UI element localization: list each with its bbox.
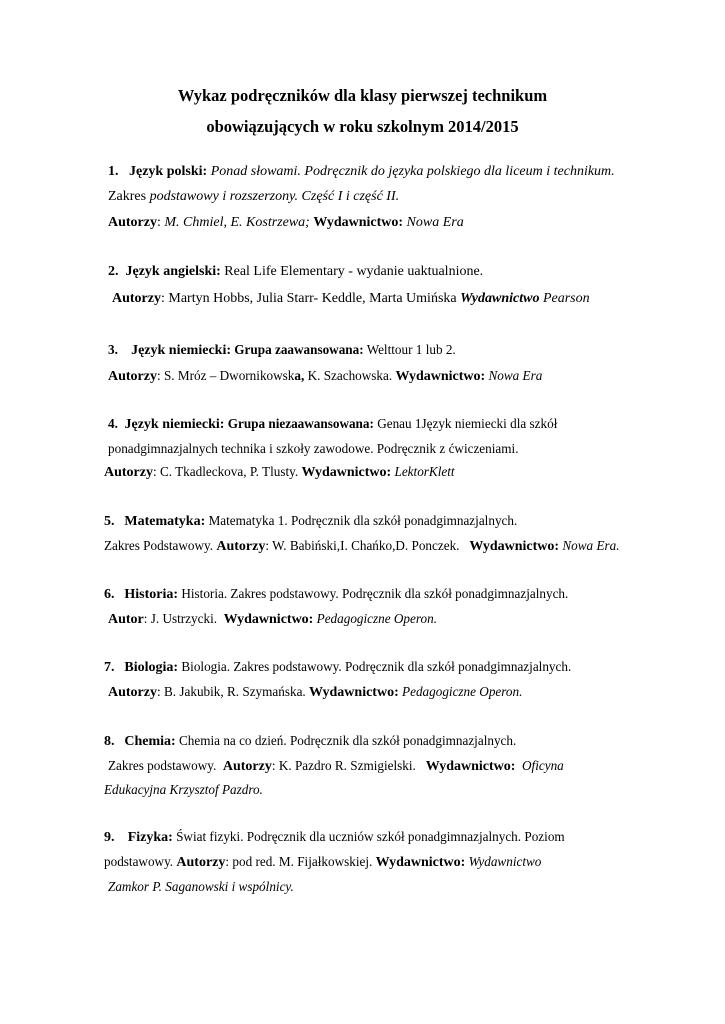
page-title-line-1: Wykaz podręczników dla klasy pierwszej technikum [177, 86, 548, 105]
item-2-authors: Martyn Hobbs, Julia Starr- Keddle, Marta Umińska [168, 291, 457, 306]
item-1-subject: Język polski: [129, 164, 208, 179]
item-4-authors-line: Autorzy: C. Tkadleckova, P. Tlusty. Wydawnictwo: LektorKlett [104, 464, 455, 480]
item-3-authors-line: Autorzy: S. Mróz – Dwornikowska, K. Szachowska. Wydawnictwo: Nowa Era [108, 368, 543, 384]
item-2-authors-label: Autorzy [112, 291, 161, 306]
item-4-authors-label: Autorzy [104, 465, 153, 480]
item-1-publisher-label: Wydawnictwo: [313, 215, 404, 230]
item-4-subject: Język niemiecki: [124, 417, 225, 432]
item-9-number: 9. [104, 830, 115, 845]
item-4-publisher-label: Wydawnictwo: [301, 465, 392, 480]
item-2-publisher: Pearson [542, 291, 590, 306]
item-4-publisher: LektorKlett [394, 464, 455, 479]
item-1-authors-label: Autorzy [108, 215, 157, 230]
item-6-number: 6. [104, 587, 115, 602]
item-9-line-2: podstawowy. Autorzy: pod red. M. Fijałkowskiej. Wydawnictwo: Wydawnictwo [104, 854, 542, 870]
item-5-line-1 [104, 513, 517, 530]
item-8-subject: Chemia: [124, 734, 176, 749]
item-6-subject: Historia: [124, 587, 179, 602]
item-9-subject: Fizyka: [127, 830, 173, 845]
item-7-publisher: Pedagogiczne Operon. [402, 684, 523, 699]
item-9-title-1: Świat fizyki. Podręcznik dla uczniów szkół ponadgimnazjalnych. Poziom [176, 829, 565, 844]
item-7-title: Biologia. Zakres podstawowy. Podręcznik dla szkół ponadgimnazjalnych. [181, 659, 572, 674]
item-3-title: Welttour 1 lub 2. [366, 342, 456, 357]
item-3-line-1 [108, 342, 456, 359]
item-7-number: 7. [104, 660, 115, 675]
item-2-title: Real Life Elementary - wydanie uaktualnione. [224, 264, 484, 279]
item-5-line-2: Zakres Podstawowy. Autorzy: W. Babiński,I. Chańko,D. Ponczek. Wydawnictwo: Nowa Era. [104, 538, 620, 554]
item-8-authors-label: Autorzy [222, 759, 272, 774]
item-1-scope: podstawowy i rozszerzony. Część I i część II. [149, 189, 400, 204]
item-3-authors-a: S. Mróz – Dwornikowsk [163, 368, 295, 383]
item-2-authors-line: Autorzy: Martyn Hobbs, Julia Starr- Keddle, Marta Umińska Wydawnictwo Pearson [112, 291, 590, 306]
item-6-publisher-label: Wydawnictwo: [223, 612, 314, 627]
item-6-authors: J. Ustrzycki. [150, 611, 218, 626]
page-title-line-2: obowiązujących w roku szkolnym 2014/2015 [206, 117, 519, 136]
item-9-publisher-1: Wydawnictwo [468, 854, 542, 869]
item-7-authors: B. Jakubik, R. Szymańska. [163, 684, 306, 699]
item-8-publisher-label: Wydawnictwo: [425, 759, 516, 774]
item-7-line-1 [104, 659, 571, 676]
item-8-publisher-2: Edukacyjna Krzysztof Pazdro. [104, 782, 263, 797]
item-4-group: Grupa niezaawansowana: [227, 416, 374, 431]
item-2-publisher-label: Wydawnictwo [460, 291, 540, 306]
item-2-line-1 [108, 264, 483, 280]
item-5-number: 5. [104, 514, 115, 529]
item-4-authors: C. Tkadleckova, P. Tlusty. [159, 464, 299, 479]
item-3-group: Grupa zaawansowana: [234, 342, 364, 357]
item-1-publisher: Nowa Era [406, 215, 464, 230]
item-9-line-3 [108, 879, 294, 895]
item-9-authors-label: Autorzy [176, 855, 226, 870]
item-5-authors: W. Babiński,I. Chańko,D. Ponczek. [272, 538, 460, 553]
item-3-number: 3. [108, 342, 118, 357]
item-3-authors-mid: a, [294, 368, 305, 383]
item-4-title-1: Genau 1Język niemiecki dla szkół [377, 416, 558, 431]
item-8-line-3 [104, 782, 263, 798]
item-8-scope: Zakres podstawowy. [108, 758, 217, 773]
item-3-publisher-label: Wydawnictwo: [395, 369, 486, 384]
item-8-publisher-1: Oficyna [522, 758, 564, 773]
item-9-authors: pod red. M. Fijałkowskiej. [232, 854, 373, 869]
item-8-number: 8. [104, 734, 115, 749]
item-4-line-2: ponadgimnazjalnych technika i szkoły zawodowe. Podręcznik z ćwiczeniami. [108, 441, 519, 456]
item-7-authors-line: Autorzy: B. Jakubik, R. Szymańska. Wydawnictwo: Pedagogiczne Operon. [108, 684, 523, 700]
item-5-publisher: Nowa Era. [562, 538, 620, 553]
item-1-number: 1. [108, 164, 119, 179]
item-1-line-1 [108, 164, 615, 180]
item-6-publisher: Pedagogiczne Operon. [316, 611, 438, 626]
item-9-title-2: podstawowy. [104, 854, 174, 869]
item-6-authors-line: Autor: J. Ustrzycki. Wydawnictwo: Pedagogiczne Operon. [108, 611, 438, 627]
item-9-publisher-2: Zamkor P. Saganowski i wspólnicy. [108, 879, 294, 894]
item-1-authors: M. Chmiel, E. Kostrzewa; [164, 215, 310, 230]
item-6-line-1 [104, 586, 568, 603]
item-7-authors-label: Autorzy [108, 685, 157, 700]
item-7-subject: Biologia: [124, 660, 179, 675]
item-9-publisher-label: Wydawnictwo: [375, 855, 466, 870]
item-8-title: Chemia na co dzień. Podręcznik dla szkół ponadgimnazjalnych. [179, 733, 517, 748]
item-5-subject: Matematyka: [124, 514, 206, 529]
item-9-line-1 [104, 829, 565, 846]
item-4-line-1 [108, 416, 557, 433]
item-4-number: 4. [108, 416, 118, 431]
item-1-scope-label: Zakres [108, 189, 150, 204]
item-1-authors-line: Autorzy: M. Chmiel, E. Kostrzewa; Wydawnictwo: Nowa Era [108, 215, 464, 230]
item-5-title: Matematyka 1. Podręcznik dla szkół ponadgimnazjalnych. [208, 513, 518, 528]
item-3-authors-label: Autorzy [108, 369, 157, 384]
item-5-publisher-label: Wydawnictwo: [469, 539, 560, 554]
item-6-title: Historia. Zakres podstawowy. Podręcznik dla szkół ponadgimnazjalnych. [181, 586, 569, 601]
item-5-authors-label: Autorzy [216, 539, 266, 554]
item-8-authors: K. Pazdro R. Szmigielski. [278, 758, 416, 773]
item-5-scope: Zakres Podstawowy. [104, 538, 214, 553]
item-6-author-label: Autor [108, 612, 144, 627]
item-8-line-1 [104, 733, 516, 750]
item-3-subject: Język niemiecki: [131, 343, 231, 358]
item-1-line-2 [108, 189, 399, 205]
item-2-number: 2. [108, 264, 119, 279]
item-8-line-2: Zakres podstawowy. Autorzy: K. Pazdro R. Szmigielski. Wydawnictwo: Oficyna [108, 758, 564, 774]
item-3-publisher: Nowa Era [488, 368, 543, 383]
item-7-publisher-label: Wydawnictwo: [309, 685, 399, 700]
item-3-authors-b: K. Szachowska. [304, 368, 393, 383]
item-2-subject: Język angielski: [125, 264, 221, 279]
item-1-title: Ponad słowami. Podręcznik do języka polskiego dla liceum i technikum. [210, 164, 615, 179]
